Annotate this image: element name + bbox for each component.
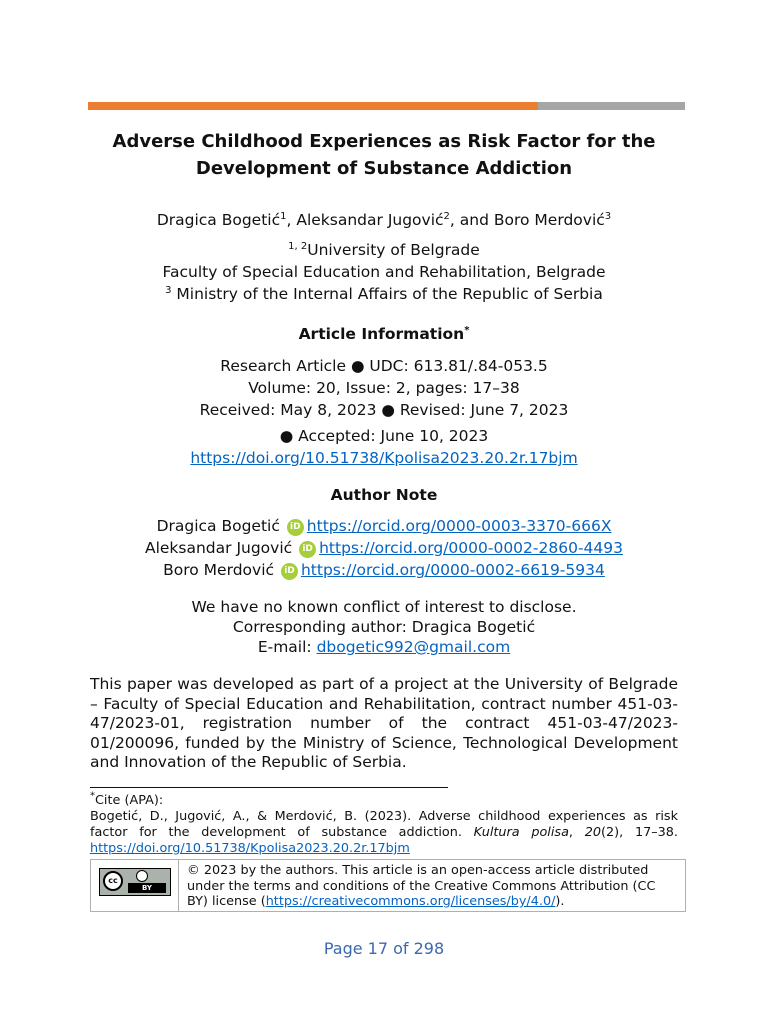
article-info-heading-text: Article Information [298, 325, 465, 343]
attribution-person-icon [136, 870, 148, 882]
cite-issue-pages: (2), 17–38. [601, 825, 678, 840]
conflict-statement: We have no known conflict of interest to disclose. [191, 598, 577, 616]
title-line-1: Adverse Childhood Experiences as Risk Factor for the [112, 131, 656, 152]
email-label: E-mail: [257, 638, 317, 656]
orcid-entry [70, 559, 698, 581]
received-revised-dates: Received: May 8, 2023 ● Revised: June 7, 2023 [199, 401, 569, 419]
header-bar-gray [538, 102, 685, 110]
orcid-link[interactable]: https://orcid.org/0000-0002-2860-4493 [319, 539, 623, 557]
funding-paragraph: This paper was developed as part of a project at the University of Belgrade – Faculty of Special Education and Rehabilitation, contract number 451-03-47/2023-01, registration number of the contract 451-03-47/2023-01/200096, funded by the Ministry of Science, Technological Development and Innovation of the Republic of Serbia. [90, 675, 678, 772]
license-closing: ). [555, 894, 565, 909]
orcid-entry [70, 537, 698, 559]
affiliation-1-text: University of Belgrade [307, 241, 480, 259]
cite-journal: Kultura polisa [473, 825, 569, 840]
email-line [70, 637, 698, 657]
article-info [70, 355, 698, 469]
article-info-heading [70, 325, 698, 343]
cite-label-line [90, 790, 678, 809]
affiliation-2-text: Ministry of the Internal Affairs of the Republic of Serbia [171, 285, 603, 303]
cite-doi-link[interactable]: https://doi.org/10.51738/Kpolisa2023.20.2r.17bjm [90, 841, 410, 856]
affiliation-1-marker: 1, 2 [288, 240, 308, 252]
author-3: Boro Merdović [493, 211, 605, 229]
cc-by-license-icon[interactable] [99, 868, 171, 896]
citation-footnote [90, 790, 678, 857]
cite-label: Cite (APA): [95, 793, 164, 808]
orcid-icon: iD [299, 541, 316, 558]
article-type-udc: Research Article ● UDC: 613.81/.84-053.5 [220, 357, 548, 375]
volume-issue-pages: Volume: 20, Issue: 2, pages: 17–38 [248, 379, 520, 397]
accepted-date: ● Accepted: June 10, 2023 [279, 427, 489, 445]
affiliation-2 [70, 283, 698, 305]
doi-link[interactable]: https://doi.org/10.51738/Kpolisa2023.20.2r.17bjm [190, 449, 578, 467]
affiliation-1 [70, 239, 698, 261]
footnote-divider [90, 787, 448, 788]
paper-title [70, 128, 698, 182]
cite-volume: 20 [584, 825, 602, 840]
license-box [90, 859, 686, 912]
cite-punct: , [568, 825, 585, 840]
affiliation-1-faculty: Faculty of Special Education and Rehabilitation, Belgrade [162, 263, 606, 281]
contact-info [70, 597, 698, 657]
author-1-affil: 1 [280, 210, 287, 222]
orcid-author-name: Aleksandar Jugović [144, 539, 293, 557]
author-1: Dragica Bogetić [156, 211, 281, 229]
orcid-link[interactable]: https://orcid.org/0000-0002-6619-5934 [300, 561, 605, 579]
orcid-author-name: Boro Merdović [163, 561, 275, 579]
author-2: Aleksandar Jugović [296, 211, 444, 229]
orcid-entry [70, 515, 698, 537]
cc-badge-cell [91, 860, 179, 911]
orcid-author-name: Dragica Bogetić [156, 517, 280, 535]
author-3-affil: 3 [604, 210, 612, 222]
affiliation-2-marker: 3 [165, 284, 172, 296]
header-bar-orange [88, 102, 538, 110]
cite-text [90, 809, 678, 857]
by-label: BY [128, 883, 166, 893]
cite-reference: Bogetić, D., Jugović, A., & Merdović, B. (2023). Adverse childhood experiences as risk factor for the development of substance addiction. [90, 809, 678, 840]
page-number: Page 17 of 298 [323, 939, 445, 958]
orcid-icon: iD [281, 563, 298, 580]
author-2-affil: 2 [443, 210, 450, 222]
orcid-link[interactable]: https://orcid.org/0000-0003-3370-666X [306, 517, 612, 535]
corresponding-author: Corresponding author: Dragica Bogetić [232, 618, 536, 636]
email-link[interactable]: dbogetic992@gmail.com [316, 638, 511, 656]
author-list [70, 209, 698, 231]
cc-icon: cc [103, 871, 123, 891]
license-link[interactable]: https://creativecommons.org/licenses/by/4.0/ [265, 894, 556, 909]
license-text [187, 863, 679, 910]
title-line-2: Development of Substance Addiction [195, 158, 573, 179]
orcid-icon: iD [287, 519, 304, 536]
affiliations [70, 239, 698, 305]
license-statement: © 2023 by the authors. This article is an open-access article distributed under the terms and conditions of the Creative Commons Attribution (CC BY) license ( [187, 863, 656, 909]
author-note-heading: Author Note [330, 486, 438, 504]
author-separator: , and [449, 211, 494, 229]
orcid-list [70, 515, 698, 581]
footnote-marker: * [90, 790, 95, 802]
article-info-footnote-marker: * [464, 324, 470, 336]
author-separator: , [286, 211, 297, 229]
